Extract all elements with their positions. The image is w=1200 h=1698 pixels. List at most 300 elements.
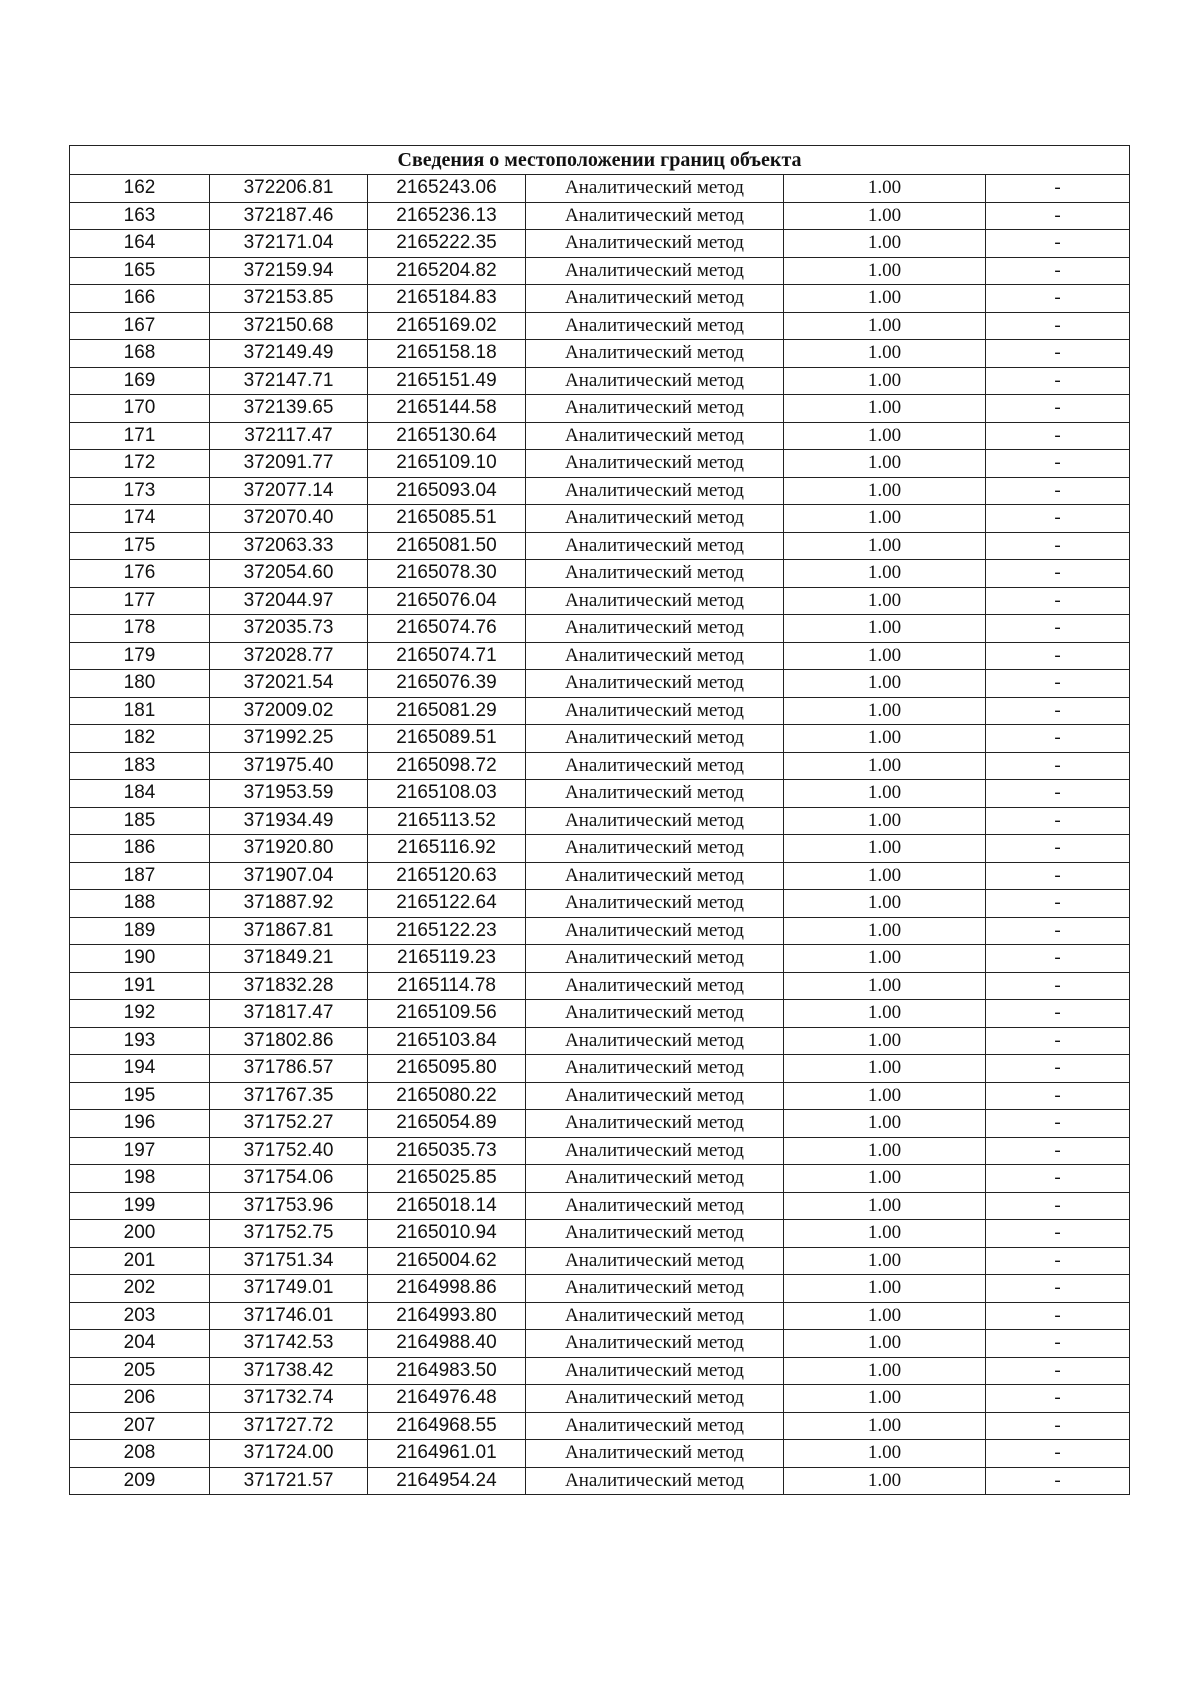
- x-coordinate-cell: 371934.49: [210, 807, 368, 835]
- point-number-cell: 168: [70, 340, 210, 368]
- precision-cell: 1.00: [784, 367, 986, 395]
- y-coordinate-cell: 2165025.85: [368, 1165, 526, 1193]
- description-cell: -: [986, 807, 1130, 835]
- y-coordinate-cell: 2165054.89: [368, 1110, 526, 1138]
- point-number-cell: 208: [70, 1440, 210, 1468]
- table-row: [70, 1302, 1130, 1330]
- y-coordinate-cell: 2165120.63: [368, 862, 526, 890]
- point-number-cell: 195: [70, 1082, 210, 1110]
- table-row: [70, 1137, 1130, 1165]
- point-number-cell: 192: [70, 1000, 210, 1028]
- description-cell: -: [986, 1412, 1130, 1440]
- y-coordinate-cell: 2165103.84: [368, 1027, 526, 1055]
- description-cell: -: [986, 615, 1130, 643]
- table-row: [70, 725, 1130, 753]
- x-coordinate-cell: 371752.75: [210, 1220, 368, 1248]
- point-number-cell: 169: [70, 367, 210, 395]
- description-cell: -: [986, 1165, 1130, 1193]
- table-row: [70, 1330, 1130, 1358]
- method-cell: Аналитический метод: [526, 1275, 784, 1303]
- description-cell: -: [986, 560, 1130, 588]
- y-coordinate-cell: 2165095.80: [368, 1055, 526, 1083]
- table-row: [70, 835, 1130, 863]
- point-number-cell: 181: [70, 697, 210, 725]
- x-coordinate-cell: 372091.77: [210, 450, 368, 478]
- method-cell: Аналитический метод: [526, 422, 784, 450]
- table-row: [70, 917, 1130, 945]
- precision-cell: 1.00: [784, 202, 986, 230]
- point-number-cell: 172: [70, 450, 210, 478]
- point-number-cell: 198: [70, 1165, 210, 1193]
- table-row: [70, 1275, 1130, 1303]
- x-coordinate-cell: 371721.57: [210, 1467, 368, 1495]
- x-coordinate-cell: 371742.53: [210, 1330, 368, 1358]
- precision-cell: 1.00: [784, 945, 986, 973]
- point-number-cell: 188: [70, 890, 210, 918]
- method-cell: Аналитический метод: [526, 615, 784, 643]
- point-number-cell: 183: [70, 752, 210, 780]
- y-coordinate-cell: 2165109.56: [368, 1000, 526, 1028]
- precision-cell: 1.00: [784, 835, 986, 863]
- point-number-cell: 177: [70, 587, 210, 615]
- x-coordinate-cell: 371975.40: [210, 752, 368, 780]
- x-coordinate-cell: 372035.73: [210, 615, 368, 643]
- description-cell: -: [986, 642, 1130, 670]
- method-cell: Аналитический метод: [526, 312, 784, 340]
- y-coordinate-cell: 2165114.78: [368, 972, 526, 1000]
- table-row: [70, 1000, 1130, 1028]
- method-cell: Аналитический метод: [526, 1385, 784, 1413]
- precision-cell: 1.00: [784, 807, 986, 835]
- method-cell: Аналитический метод: [526, 257, 784, 285]
- method-cell: Аналитический метод: [526, 1165, 784, 1193]
- table-row: [70, 505, 1130, 533]
- y-coordinate-cell: 2165222.35: [368, 230, 526, 258]
- precision-cell: 1.00: [784, 560, 986, 588]
- table-row: [70, 477, 1130, 505]
- table-row: [70, 1357, 1130, 1385]
- precision-cell: 1.00: [784, 780, 986, 808]
- point-number-cell: 194: [70, 1055, 210, 1083]
- point-number-cell: 162: [70, 175, 210, 203]
- description-cell: -: [986, 1027, 1130, 1055]
- y-coordinate-cell: 2165089.51: [368, 725, 526, 753]
- precision-cell: 1.00: [784, 1330, 986, 1358]
- description-cell: -: [986, 1192, 1130, 1220]
- y-coordinate-cell: 2164983.50: [368, 1357, 526, 1385]
- x-coordinate-cell: 371887.92: [210, 890, 368, 918]
- y-coordinate-cell: 2165109.10: [368, 450, 526, 478]
- method-cell: Аналитический метод: [526, 1302, 784, 1330]
- method-cell: Аналитический метод: [526, 1137, 784, 1165]
- y-coordinate-cell: 2165122.64: [368, 890, 526, 918]
- method-cell: Аналитический метод: [526, 1027, 784, 1055]
- method-cell: Аналитический метод: [526, 340, 784, 368]
- y-coordinate-cell: 2164998.86: [368, 1275, 526, 1303]
- table-row: [70, 670, 1130, 698]
- y-coordinate-cell: 2165144.58: [368, 395, 526, 423]
- method-cell: Аналитический метод: [526, 450, 784, 478]
- precision-cell: 1.00: [784, 1385, 986, 1413]
- x-coordinate-cell: 371724.00: [210, 1440, 368, 1468]
- precision-cell: 1.00: [784, 1165, 986, 1193]
- precision-cell: 1.00: [784, 1082, 986, 1110]
- description-cell: -: [986, 367, 1130, 395]
- method-cell: Аналитический метод: [526, 1082, 784, 1110]
- description-cell: -: [986, 725, 1130, 753]
- description-cell: -: [986, 532, 1130, 560]
- point-number-cell: 180: [70, 670, 210, 698]
- method-cell: Аналитический метод: [526, 175, 784, 203]
- precision-cell: 1.00: [784, 175, 986, 203]
- x-coordinate-cell: 371738.42: [210, 1357, 368, 1385]
- point-number-cell: 178: [70, 615, 210, 643]
- table-row: [70, 285, 1130, 313]
- table-row: [70, 312, 1130, 340]
- method-cell: Аналитический метод: [526, 1110, 784, 1138]
- x-coordinate-cell: 372021.54: [210, 670, 368, 698]
- description-cell: -: [986, 1055, 1130, 1083]
- description-cell: -: [986, 945, 1130, 973]
- precision-cell: 1.00: [784, 1220, 986, 1248]
- y-coordinate-cell: 2165085.51: [368, 505, 526, 533]
- description-cell: -: [986, 780, 1130, 808]
- y-coordinate-cell: 2165010.94: [368, 1220, 526, 1248]
- description-cell: -: [986, 917, 1130, 945]
- description-cell: -: [986, 1220, 1130, 1248]
- table-row: [70, 175, 1130, 203]
- precision-cell: 1.00: [784, 340, 986, 368]
- method-cell: Аналитический метод: [526, 1440, 784, 1468]
- description-cell: -: [986, 175, 1130, 203]
- y-coordinate-cell: 2165113.52: [368, 807, 526, 835]
- point-number-cell: 186: [70, 835, 210, 863]
- table-row: [70, 230, 1130, 258]
- precision-cell: 1.00: [784, 615, 986, 643]
- table-row: [70, 1220, 1130, 1248]
- precision-cell: 1.00: [784, 477, 986, 505]
- x-coordinate-cell: 371752.27: [210, 1110, 368, 1138]
- point-number-cell: 174: [70, 505, 210, 533]
- precision-cell: 1.00: [784, 697, 986, 725]
- y-coordinate-cell: 2165093.04: [368, 477, 526, 505]
- table-row: [70, 587, 1130, 615]
- precision-cell: 1.00: [784, 1467, 986, 1495]
- point-number-cell: 203: [70, 1302, 210, 1330]
- table-row: [70, 532, 1130, 560]
- point-number-cell: 209: [70, 1467, 210, 1495]
- y-coordinate-cell: 2165116.92: [368, 835, 526, 863]
- point-number-cell: 197: [70, 1137, 210, 1165]
- precision-cell: 1.00: [784, 1275, 986, 1303]
- method-cell: Аналитический метод: [526, 1467, 784, 1495]
- table-row: [70, 642, 1130, 670]
- x-coordinate-cell: 372117.47: [210, 422, 368, 450]
- y-coordinate-cell: 2165081.29: [368, 697, 526, 725]
- description-cell: -: [986, 1302, 1130, 1330]
- point-number-cell: 199: [70, 1192, 210, 1220]
- y-coordinate-cell: 2165004.62: [368, 1247, 526, 1275]
- method-cell: Аналитический метод: [526, 1192, 784, 1220]
- x-coordinate-cell: 371907.04: [210, 862, 368, 890]
- x-coordinate-cell: 371746.01: [210, 1302, 368, 1330]
- x-coordinate-cell: 372054.60: [210, 560, 368, 588]
- y-coordinate-cell: 2165018.14: [368, 1192, 526, 1220]
- point-number-cell: 190: [70, 945, 210, 973]
- description-cell: -: [986, 890, 1130, 918]
- table-row: [70, 890, 1130, 918]
- y-coordinate-cell: 2165184.83: [368, 285, 526, 313]
- x-coordinate-cell: 371727.72: [210, 1412, 368, 1440]
- x-coordinate-cell: 372153.85: [210, 285, 368, 313]
- method-cell: Аналитический метод: [526, 1357, 784, 1385]
- x-coordinate-cell: 371802.86: [210, 1027, 368, 1055]
- x-coordinate-cell: 371753.96: [210, 1192, 368, 1220]
- precision-cell: 1.00: [784, 505, 986, 533]
- table-row: [70, 1055, 1130, 1083]
- method-cell: Аналитический метод: [526, 505, 784, 533]
- table-row: [70, 972, 1130, 1000]
- description-cell: -: [986, 862, 1130, 890]
- method-cell: Аналитический метод: [526, 642, 784, 670]
- x-coordinate-cell: 371786.57: [210, 1055, 368, 1083]
- method-cell: Аналитический метод: [526, 230, 784, 258]
- y-coordinate-cell: 2165151.49: [368, 367, 526, 395]
- precision-cell: 1.00: [784, 1000, 986, 1028]
- point-number-cell: 176: [70, 560, 210, 588]
- description-cell: -: [986, 1247, 1130, 1275]
- description-cell: -: [986, 972, 1130, 1000]
- precision-cell: 1.00: [784, 752, 986, 780]
- x-coordinate-cell: 371751.34: [210, 1247, 368, 1275]
- point-number-cell: 200: [70, 1220, 210, 1248]
- method-cell: Аналитический метод: [526, 367, 784, 395]
- description-cell: -: [986, 1330, 1130, 1358]
- precision-cell: 1.00: [784, 230, 986, 258]
- table-row: [70, 257, 1130, 285]
- point-number-cell: 182: [70, 725, 210, 753]
- table-row: [70, 1385, 1130, 1413]
- point-number-cell: 191: [70, 972, 210, 1000]
- y-coordinate-cell: 2165035.73: [368, 1137, 526, 1165]
- point-number-cell: 165: [70, 257, 210, 285]
- precision-cell: 1.00: [784, 1412, 986, 1440]
- method-cell: Аналитический метод: [526, 725, 784, 753]
- boundary-coordinates-table: [69, 145, 1130, 1495]
- method-cell: Аналитический метод: [526, 285, 784, 313]
- y-coordinate-cell: 2165204.82: [368, 257, 526, 285]
- precision-cell: 1.00: [784, 285, 986, 313]
- precision-cell: 1.00: [784, 725, 986, 753]
- precision-cell: 1.00: [784, 862, 986, 890]
- description-cell: -: [986, 340, 1130, 368]
- method-cell: Аналитический метод: [526, 395, 784, 423]
- table-title-row: [70, 146, 1130, 175]
- precision-cell: 1.00: [784, 422, 986, 450]
- precision-cell: 1.00: [784, 1302, 986, 1330]
- table-title: Сведения о местоположении границ объекта: [70, 146, 1130, 175]
- y-coordinate-cell: 2165108.03: [368, 780, 526, 808]
- method-cell: Аналитический метод: [526, 1412, 784, 1440]
- y-coordinate-cell: 2165074.71: [368, 642, 526, 670]
- table-row: [70, 1165, 1130, 1193]
- precision-cell: 1.00: [784, 587, 986, 615]
- y-coordinate-cell: 2165076.39: [368, 670, 526, 698]
- description-cell: -: [986, 505, 1130, 533]
- x-coordinate-cell: 371749.01: [210, 1275, 368, 1303]
- table-row: [70, 422, 1130, 450]
- method-cell: Аналитический метод: [526, 670, 784, 698]
- point-number-cell: 204: [70, 1330, 210, 1358]
- description-cell: -: [986, 257, 1130, 285]
- y-coordinate-cell: 2165158.18: [368, 340, 526, 368]
- method-cell: Аналитический метод: [526, 1247, 784, 1275]
- x-coordinate-cell: 371920.80: [210, 835, 368, 863]
- method-cell: Аналитический метод: [526, 752, 784, 780]
- y-coordinate-cell: 2165130.64: [368, 422, 526, 450]
- description-cell: -: [986, 697, 1130, 725]
- method-cell: Аналитический метод: [526, 780, 784, 808]
- precision-cell: 1.00: [784, 917, 986, 945]
- precision-cell: 1.00: [784, 1357, 986, 1385]
- description-cell: -: [986, 422, 1130, 450]
- description-cell: -: [986, 230, 1130, 258]
- table-row: [70, 560, 1130, 588]
- x-coordinate-cell: 372077.14: [210, 477, 368, 505]
- table-row: [70, 697, 1130, 725]
- description-cell: -: [986, 285, 1130, 313]
- method-cell: Аналитический метод: [526, 917, 784, 945]
- precision-cell: 1.00: [784, 670, 986, 698]
- point-number-cell: 196: [70, 1110, 210, 1138]
- precision-cell: 1.00: [784, 1055, 986, 1083]
- description-cell: -: [986, 1440, 1130, 1468]
- x-coordinate-cell: 372159.94: [210, 257, 368, 285]
- point-number-cell: 205: [70, 1357, 210, 1385]
- x-coordinate-cell: 372149.49: [210, 340, 368, 368]
- description-cell: -: [986, 670, 1130, 698]
- precision-cell: 1.00: [784, 312, 986, 340]
- description-cell: -: [986, 752, 1130, 780]
- table-row: [70, 615, 1130, 643]
- description-cell: -: [986, 1082, 1130, 1110]
- table-row: [70, 1192, 1130, 1220]
- table-row: [70, 450, 1130, 478]
- point-number-cell: 175: [70, 532, 210, 560]
- table-row: [70, 202, 1130, 230]
- table-row: [70, 807, 1130, 835]
- point-number-cell: 187: [70, 862, 210, 890]
- precision-cell: 1.00: [784, 395, 986, 423]
- method-cell: Аналитический метод: [526, 202, 784, 230]
- x-coordinate-cell: 372028.77: [210, 642, 368, 670]
- point-number-cell: 184: [70, 780, 210, 808]
- y-coordinate-cell: 2164988.40: [368, 1330, 526, 1358]
- description-cell: -: [986, 450, 1130, 478]
- precision-cell: 1.00: [784, 1192, 986, 1220]
- method-cell: Аналитический метод: [526, 807, 784, 835]
- table-row: [70, 1082, 1130, 1110]
- description-cell: -: [986, 1110, 1130, 1138]
- x-coordinate-cell: 371817.47: [210, 1000, 368, 1028]
- description-cell: -: [986, 1357, 1130, 1385]
- x-coordinate-cell: 372150.68: [210, 312, 368, 340]
- description-cell: -: [986, 312, 1130, 340]
- precision-cell: 1.00: [784, 532, 986, 560]
- x-coordinate-cell: 372070.40: [210, 505, 368, 533]
- precision-cell: 1.00: [784, 450, 986, 478]
- y-coordinate-cell: 2165122.23: [368, 917, 526, 945]
- description-cell: -: [986, 1000, 1130, 1028]
- y-coordinate-cell: 2165078.30: [368, 560, 526, 588]
- precision-cell: 1.00: [784, 1027, 986, 1055]
- x-coordinate-cell: 372171.04: [210, 230, 368, 258]
- x-coordinate-cell: 371754.06: [210, 1165, 368, 1193]
- point-number-cell: 207: [70, 1412, 210, 1440]
- point-number-cell: 167: [70, 312, 210, 340]
- x-coordinate-cell: 372009.02: [210, 697, 368, 725]
- method-cell: Аналитический метод: [526, 890, 784, 918]
- method-cell: Аналитический метод: [526, 972, 784, 1000]
- x-coordinate-cell: 371953.59: [210, 780, 368, 808]
- table-row: [70, 395, 1130, 423]
- point-number-cell: 173: [70, 477, 210, 505]
- description-cell: -: [986, 202, 1130, 230]
- y-coordinate-cell: 2164954.24: [368, 1467, 526, 1495]
- description-cell: -: [986, 395, 1130, 423]
- method-cell: Аналитический метод: [526, 587, 784, 615]
- x-coordinate-cell: 372063.33: [210, 532, 368, 560]
- method-cell: Аналитический метод: [526, 477, 784, 505]
- x-coordinate-cell: 372187.46: [210, 202, 368, 230]
- y-coordinate-cell: 2165236.13: [368, 202, 526, 230]
- point-number-cell: 179: [70, 642, 210, 670]
- method-cell: Аналитический метод: [526, 1220, 784, 1248]
- description-cell: -: [986, 1385, 1130, 1413]
- x-coordinate-cell: 372147.71: [210, 367, 368, 395]
- point-number-cell: 202: [70, 1275, 210, 1303]
- table-row: [70, 1440, 1130, 1468]
- point-number-cell: 166: [70, 285, 210, 313]
- description-cell: -: [986, 1275, 1130, 1303]
- x-coordinate-cell: 372044.97: [210, 587, 368, 615]
- precision-cell: 1.00: [784, 1440, 986, 1468]
- x-coordinate-cell: 371992.25: [210, 725, 368, 753]
- x-coordinate-cell: 371849.21: [210, 945, 368, 973]
- point-number-cell: 193: [70, 1027, 210, 1055]
- precision-cell: 1.00: [784, 1137, 986, 1165]
- point-number-cell: 164: [70, 230, 210, 258]
- x-coordinate-cell: 371752.40: [210, 1137, 368, 1165]
- method-cell: Аналитический метод: [526, 835, 784, 863]
- y-coordinate-cell: 2165243.06: [368, 175, 526, 203]
- y-coordinate-cell: 2165076.04: [368, 587, 526, 615]
- table-row: [70, 367, 1130, 395]
- x-coordinate-cell: 371867.81: [210, 917, 368, 945]
- description-cell: -: [986, 477, 1130, 505]
- x-coordinate-cell: 371832.28: [210, 972, 368, 1000]
- table-row: [70, 1467, 1130, 1495]
- y-coordinate-cell: 2165169.02: [368, 312, 526, 340]
- table-row: [70, 1412, 1130, 1440]
- description-cell: -: [986, 587, 1130, 615]
- method-cell: Аналитический метод: [526, 1055, 784, 1083]
- x-coordinate-cell: 371767.35: [210, 1082, 368, 1110]
- table-row: [70, 340, 1130, 368]
- point-number-cell: 171: [70, 422, 210, 450]
- description-cell: -: [986, 1467, 1130, 1495]
- method-cell: Аналитический метод: [526, 862, 784, 890]
